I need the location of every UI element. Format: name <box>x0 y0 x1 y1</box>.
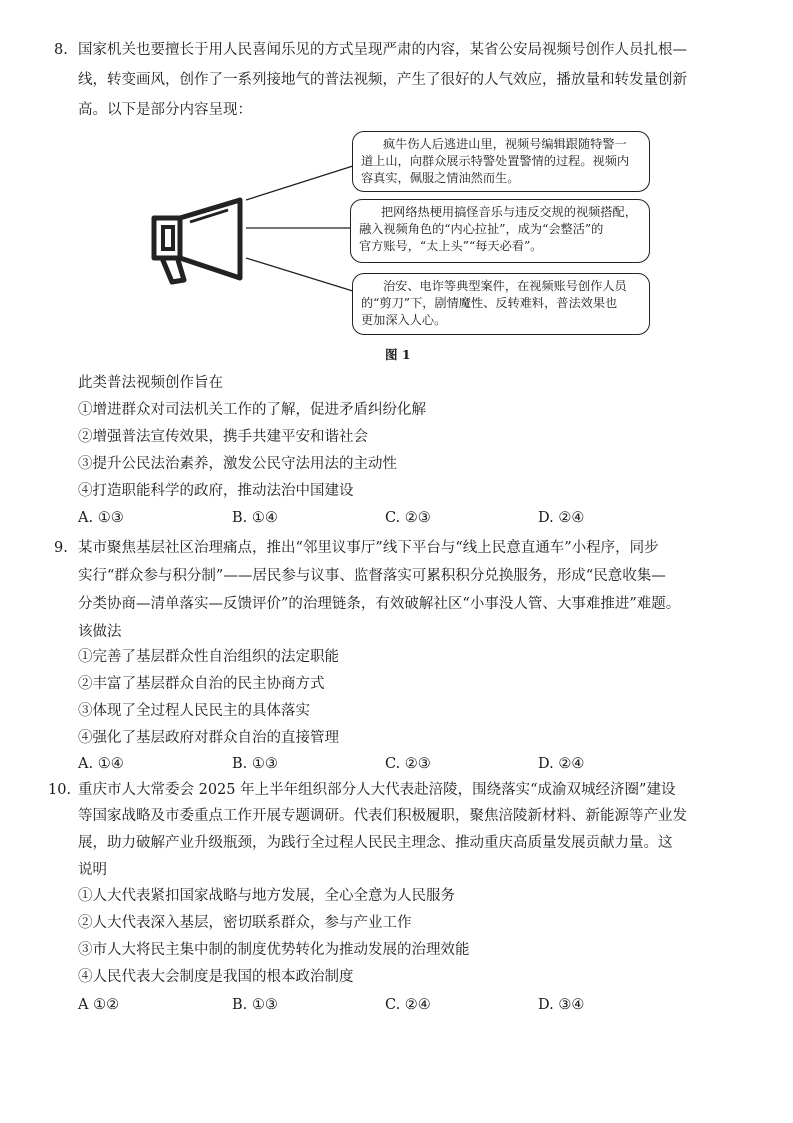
bubble-text-line: 更加深入人心。 <box>361 313 447 327</box>
statement: ④人民代表大会制度是我国的根本政治制度 <box>78 969 354 985</box>
question-stem-line: 国家机关也要擅长于用人民喜闻乐见的方式呈现严肃的内容，某省公安局视频号创作人员扎根— <box>78 42 687 58</box>
question-stem-line: 等国家战略及市委重点工作开展专题调研。代表们积极履职，聚焦涪陵新材料、新能源等产业发 <box>78 808 687 824</box>
question-stem-line: 该做法 <box>78 624 122 640</box>
answer-option-c[interactable]: C. ②④ <box>385 997 431 1013</box>
figure-caption: 图 1 <box>385 347 411 362</box>
question-stem-line: 线，转变画风，创作了一系列接地气的普法视频，产生了很好的人气效应，播放量和转发量创新 <box>78 72 687 88</box>
question-number: 10. <box>48 782 72 798</box>
question-stem-line: 分类协商—清单落实—反馈评价”的治理链条，有效破解社区“小事没人管、大事难推进”难题。 <box>78 596 681 612</box>
question-number: 8. <box>54 42 68 58</box>
statement: ④打造职能科学的政府，推动法治中国建设 <box>78 483 354 499</box>
answer-option-b[interactable]: B. ①③ <box>232 997 278 1013</box>
answer-option-d[interactable]: D. ③④ <box>538 997 585 1013</box>
statement: ②丰富了基层群众自治的民主协商方式 <box>78 676 325 692</box>
question-stem-line: 某市聚焦基层社区治理痛点，推出“邻里议事厅”线下平台与“线上民意直通车”小程序，同步 <box>78 540 659 556</box>
bubble-text-line: 容真实，佩服之情油然而生。 <box>361 171 520 185</box>
statement: ④强化了基层政府对群众自治的直接管理 <box>78 730 339 746</box>
answer-option-c[interactable]: C. ②③ <box>385 510 431 526</box>
bubble-text-line: 的“剪刀”下，剧情魔性、反转难料，普法效果也 <box>361 296 618 310</box>
answer-option-a[interactable]: A. ①③ <box>78 510 124 526</box>
bubble-text-line: 融入视频角色的“内心拉扯”，成为“会整活”的 <box>359 222 604 236</box>
answer-option-b[interactable]: B. ①④ <box>232 510 278 526</box>
question-number: 9. <box>54 540 68 556</box>
question-stem-line: 展，助力破解产业升级瓶颈，为践行全过程人民民主理念、推动重庆高质量发展贡献力量。这 <box>78 835 673 851</box>
bubble-text-line: 疯牛伤人后逃进山里，视频号编辑跟随特警一 <box>383 137 627 151</box>
statement: ②增强普法宣传效果，携手共建平安和谐社会 <box>78 429 368 445</box>
answer-option-a[interactable]: A. ①④ <box>78 756 124 772</box>
bubble-text-line: 把网络热梗用搞怪音乐与违反交规的视频搭配， <box>381 205 637 219</box>
bubble-text-line: 治安、电诈等典型案件，在视频账号创作人员 <box>383 279 627 293</box>
question-stem-line: 高。以下是部分内容呈现： <box>78 102 252 118</box>
question-prompt: 此类普法视频创作旨在 <box>78 375 223 391</box>
statement: ①人大代表紧扣国家战略与地方发展，全心全意为人民服务 <box>78 888 455 904</box>
bubble-text-line: 道上山，向群众展示特警处置警情的过程。视频内 <box>361 154 630 168</box>
question-stem-line: 重庆市人大常委会 2025 年上半年组织部分人大代表赴涪陵，围绕落实“成渝双城经济圈”建设 <box>78 782 676 798</box>
statement: ①完善了基层群众性自治组织的法定职能 <box>78 649 339 665</box>
answer-option-d[interactable]: D. ②④ <box>538 756 585 772</box>
question-stem-line: 说明 <box>78 862 107 878</box>
answer-option-b[interactable]: B. ①③ <box>232 756 278 772</box>
statement: ③市人大将民主集中制的制度优势转化为推动发展的治理效能 <box>78 942 470 958</box>
example-bubble <box>352 131 650 192</box>
answer-option-d[interactable]: D. ②④ <box>538 510 585 526</box>
bubble-text-line: 官方账号，“太上头”“每天必看”。 <box>359 239 543 253</box>
example-bubble <box>352 273 650 335</box>
answer-option-c[interactable]: C. ②③ <box>385 756 431 772</box>
answer-option-a[interactable]: A ①② <box>78 997 120 1013</box>
example-bubble <box>350 199 650 263</box>
megaphone-icon <box>148 196 248 288</box>
statement: ①增进群众对司法机关工作的了解，促进矛盾纠纷化解 <box>78 402 426 418</box>
statement: ③体现了全过程人民民主的具体落实 <box>78 703 310 719</box>
question-stem-line: 实行“群众参与积分制”——居民参与议事、监督落实可累积积分兑换服务，形成“民意收集— <box>78 568 666 584</box>
statement: ③提升公民法治素养，激发公民守法用法的主动性 <box>78 456 397 472</box>
statement: ②人大代表深入基层，密切联系群众，参与产业工作 <box>78 915 412 931</box>
